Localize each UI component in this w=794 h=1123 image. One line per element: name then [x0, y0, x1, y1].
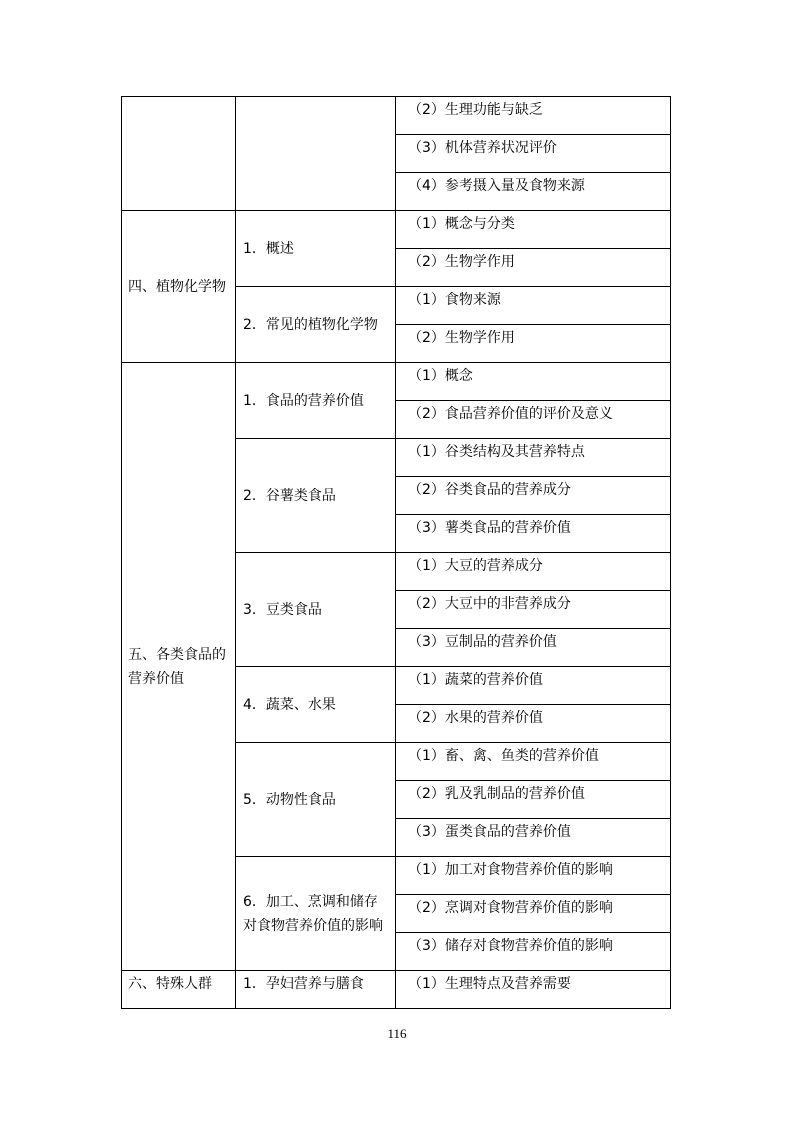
item-cell: （3）薯类食品的营养价值 — [396, 515, 671, 553]
item-cell: （4）参考摄入量及食物来源 — [396, 173, 671, 211]
item-cell: （1）食物来源 — [396, 287, 671, 325]
item-cell: （2）水果的营养价值 — [396, 705, 671, 743]
item-cell: （1）谷类结构及其营养特点 — [396, 439, 671, 477]
table-row — [122, 97, 671, 135]
item-cell: （1）生理特点及营养需要 — [396, 971, 671, 1009]
item-cell: （2）大豆中的非营养成分 — [396, 591, 671, 629]
subtopic-cell: 1．食品的营养价值 — [236, 363, 396, 439]
section-cell — [122, 97, 236, 211]
subtopic-cell: 6．加工、烹调和储存对食物营养价值的影响 — [236, 857, 396, 971]
item-cell: （3）储存对食物营养价值的影响 — [396, 933, 671, 971]
page-number: 116 — [387, 1026, 407, 1041]
table-row — [122, 363, 671, 401]
item-cell: （3）豆制品的营养价值 — [396, 629, 671, 667]
item-cell: （1）加工对食物营养价值的影响 — [396, 857, 671, 895]
item-cell: （2）生理功能与缺乏 — [396, 97, 671, 135]
subtopic-cell — [236, 97, 396, 211]
item-cell: （3）蛋类食品的营养价值 — [396, 819, 671, 857]
item-cell: （2）食品营养价值的评价及意义 — [396, 401, 671, 439]
subtopic-cell: 4．蔬菜、水果 — [236, 667, 396, 743]
table-row — [122, 211, 671, 249]
outline-table — [121, 96, 671, 1009]
subtopic-cell: 1．孕妇营养与膳食 — [236, 971, 396, 1009]
subtopic-cell: 2．常见的植物化学物 — [236, 287, 396, 363]
item-cell: （2）生物学作用 — [396, 249, 671, 287]
item-cell: （1）蔬菜的营养价值 — [396, 667, 671, 705]
section-cell: 六、特殊人群 — [122, 971, 236, 1009]
item-cell: （1）大豆的营养成分 — [396, 553, 671, 591]
item-cell: （1）概念 — [396, 363, 671, 401]
subtopic-cell: 1．概述 — [236, 211, 396, 287]
subtopic-cell: 2．谷薯类食品 — [236, 439, 396, 553]
item-cell: （3）机体营养状况评价 — [396, 135, 671, 173]
item-cell: （2）生物学作用 — [396, 325, 671, 363]
item-cell: （2）谷类食品的营养成分 — [396, 477, 671, 515]
section-cell: 五、各类食品的营养价值 — [122, 363, 236, 971]
item-cell: （1）概念与分类 — [396, 211, 671, 249]
subtopic-cell: 3．豆类食品 — [236, 553, 396, 667]
item-cell: （2）乳及乳制品的营养价值 — [396, 781, 671, 819]
item-cell: （1）畜、禽、鱼类的营养价值 — [396, 743, 671, 781]
item-cell: （2）烹调对食物营养价值的影响 — [396, 895, 671, 933]
table-row — [122, 971, 671, 1009]
subtopic-cell: 5．动物性食品 — [236, 743, 396, 857]
section-cell: 四、植物化学物 — [122, 211, 236, 363]
